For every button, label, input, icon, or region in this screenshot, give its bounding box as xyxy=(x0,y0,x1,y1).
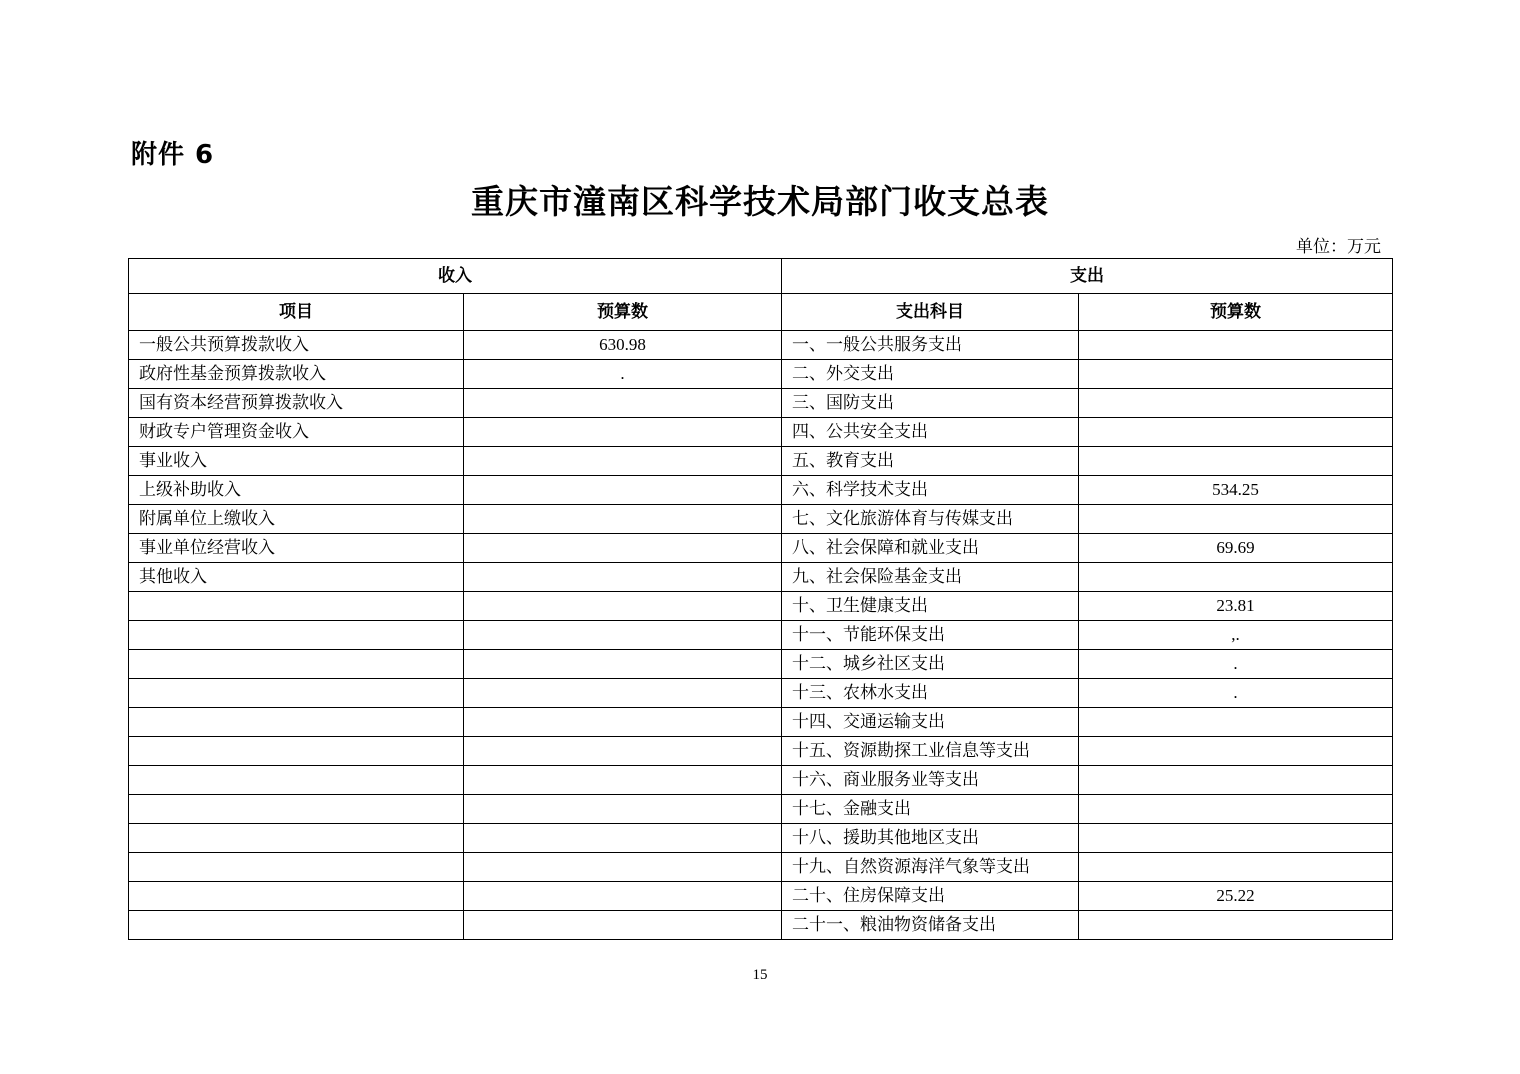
income-amount-cell xyxy=(464,389,782,418)
income-item-cell xyxy=(129,650,464,679)
table-row xyxy=(129,679,1393,708)
table-row xyxy=(129,447,1393,476)
column-header-item: 项目 xyxy=(129,294,464,331)
income-amount-cell xyxy=(464,621,782,650)
table-row xyxy=(129,766,1393,795)
table-row xyxy=(129,476,1393,505)
income-amount-cell xyxy=(464,882,782,911)
income-item-cell: 国有资本经营预算拨款收入 xyxy=(129,389,464,418)
expense-amount-cell: 69.69 xyxy=(1079,534,1393,563)
expense-item-cell: 十八、援助其他地区支出 xyxy=(782,824,1079,853)
expense-item-cell: 二十、住房保障支出 xyxy=(782,882,1079,911)
table-row xyxy=(129,563,1393,592)
expense-item-cell: 十六、商业服务业等支出 xyxy=(782,766,1079,795)
expense-amount-cell xyxy=(1079,911,1393,940)
expense-item-cell: 七、文化旅游体育与传媒支出 xyxy=(782,505,1079,534)
expense-amount-cell xyxy=(1079,331,1393,360)
expense-amount-cell xyxy=(1079,505,1393,534)
table-row xyxy=(129,708,1393,737)
expense-section-header: 支出 xyxy=(782,259,1393,294)
expense-amount-cell: 25.22 xyxy=(1079,882,1393,911)
income-item-cell xyxy=(129,824,464,853)
expense-amount-cell: 534.25 xyxy=(1079,476,1393,505)
table-row xyxy=(129,737,1393,766)
expense-item-cell: 十九、自然资源海洋气象等支出 xyxy=(782,853,1079,882)
attachment-label: 附件 6 xyxy=(131,140,215,170)
income-amount-cell xyxy=(464,853,782,882)
table-row xyxy=(129,882,1393,911)
expense-amount-cell xyxy=(1079,766,1393,795)
expense-item-cell: 十、卫生健康支出 xyxy=(782,592,1079,621)
column-header-expense-subject: 支出科目 xyxy=(782,294,1079,331)
expense-item-cell: 四、公共安全支出 xyxy=(782,418,1079,447)
expense-item-cell: 十一、节能环保支出 xyxy=(782,621,1079,650)
expense-amount-cell xyxy=(1079,418,1393,447)
expense-item-cell: 十四、交通运输支出 xyxy=(782,708,1079,737)
income-amount-cell xyxy=(464,447,782,476)
income-section-header: 收入 xyxy=(129,259,782,294)
income-item-cell xyxy=(129,708,464,737)
income-item-cell: 事业收入 xyxy=(129,447,464,476)
income-amount-cell: 630.98 xyxy=(464,331,782,360)
income-item-cell: 事业单位经营收入 xyxy=(129,534,464,563)
expense-amount-cell: . xyxy=(1079,679,1393,708)
expense-amount-cell: 23.81 xyxy=(1079,592,1393,621)
income-amount-cell xyxy=(464,476,782,505)
table-row xyxy=(129,389,1393,418)
income-amount-cell: . xyxy=(464,360,782,389)
expense-item-cell: 八、社会保障和就业支出 xyxy=(782,534,1079,563)
table-row xyxy=(129,795,1393,824)
income-item-cell xyxy=(129,737,464,766)
table-row xyxy=(129,592,1393,621)
expense-item-cell: 六、科学技术支出 xyxy=(782,476,1079,505)
income-amount-cell xyxy=(464,679,782,708)
expense-amount-cell xyxy=(1079,389,1393,418)
table-row xyxy=(129,824,1393,853)
table-row xyxy=(129,853,1393,882)
expense-amount-cell xyxy=(1079,563,1393,592)
income-amount-cell xyxy=(464,795,782,824)
income-amount-cell xyxy=(464,766,782,795)
income-amount-cell xyxy=(464,505,782,534)
expense-item-cell: 十二、城乡社区支出 xyxy=(782,650,1079,679)
table-row xyxy=(129,418,1393,447)
page-number: 15 xyxy=(752,967,768,983)
expense-amount-cell xyxy=(1079,737,1393,766)
table-row xyxy=(129,621,1393,650)
expense-item-cell: 十五、资源勘探工业信息等支出 xyxy=(782,737,1079,766)
expense-amount-cell xyxy=(1079,360,1393,389)
expense-amount-cell xyxy=(1079,708,1393,737)
page-title: 重庆市潼南区科学技术局部门收支总表 xyxy=(471,182,1049,221)
column-header-budget: 预算数 xyxy=(1079,294,1393,331)
income-amount-cell xyxy=(464,563,782,592)
table-row xyxy=(129,534,1393,563)
table-row xyxy=(129,650,1393,679)
income-item-cell: 其他收入 xyxy=(129,563,464,592)
income-amount-cell xyxy=(464,592,782,621)
income-item-cell: 上级补助收入 xyxy=(129,476,464,505)
income-item-cell: 一般公共预算拨款收入 xyxy=(129,331,464,360)
expense-amount-cell xyxy=(1079,447,1393,476)
table-row xyxy=(129,331,1393,360)
income-item-cell xyxy=(129,911,464,940)
income-item-cell xyxy=(129,621,464,650)
expense-item-cell: 五、教育支出 xyxy=(782,447,1079,476)
income-item-cell xyxy=(129,882,464,911)
income-item-cell xyxy=(129,766,464,795)
income-amount-cell xyxy=(464,650,782,679)
expense-item-cell: 二、外交支出 xyxy=(782,360,1079,389)
income-amount-cell xyxy=(464,534,782,563)
expense-amount-cell: . xyxy=(1079,650,1393,679)
income-item-cell: 财政专户管理资金收入 xyxy=(129,418,464,447)
income-amount-cell xyxy=(464,911,782,940)
income-amount-cell xyxy=(464,824,782,853)
income-item-cell xyxy=(129,679,464,708)
expense-amount-cell xyxy=(1079,795,1393,824)
budget-table xyxy=(128,258,1393,940)
income-item-cell: 政府性基金预算拨款收入 xyxy=(129,360,464,389)
table-row xyxy=(129,505,1393,534)
table-row xyxy=(129,911,1393,940)
income-item-cell: 附属单位上缴收入 xyxy=(129,505,464,534)
unit-label: 单位：万元 xyxy=(1296,237,1381,257)
expense-item-cell: 三、国防支出 xyxy=(782,389,1079,418)
expense-item-cell: 十三、农林水支出 xyxy=(782,679,1079,708)
expense-amount-cell xyxy=(1079,853,1393,882)
expense-amount-cell: ,. xyxy=(1079,621,1393,650)
expense-item-cell: 九、社会保险基金支出 xyxy=(782,563,1079,592)
income-amount-cell xyxy=(464,708,782,737)
income-item-cell xyxy=(129,853,464,882)
income-item-cell xyxy=(129,795,464,824)
expense-item-cell: 二十一、粮油物资储备支出 xyxy=(782,911,1079,940)
expense-amount-cell xyxy=(1079,824,1393,853)
income-amount-cell xyxy=(464,418,782,447)
income-item-cell xyxy=(129,592,464,621)
income-amount-cell xyxy=(464,737,782,766)
expense-item-cell: 十七、金融支出 xyxy=(782,795,1079,824)
expense-item-cell: 一、一般公共服务支出 xyxy=(782,331,1079,360)
column-header-budget: 预算数 xyxy=(464,294,782,331)
table-row xyxy=(129,360,1393,389)
